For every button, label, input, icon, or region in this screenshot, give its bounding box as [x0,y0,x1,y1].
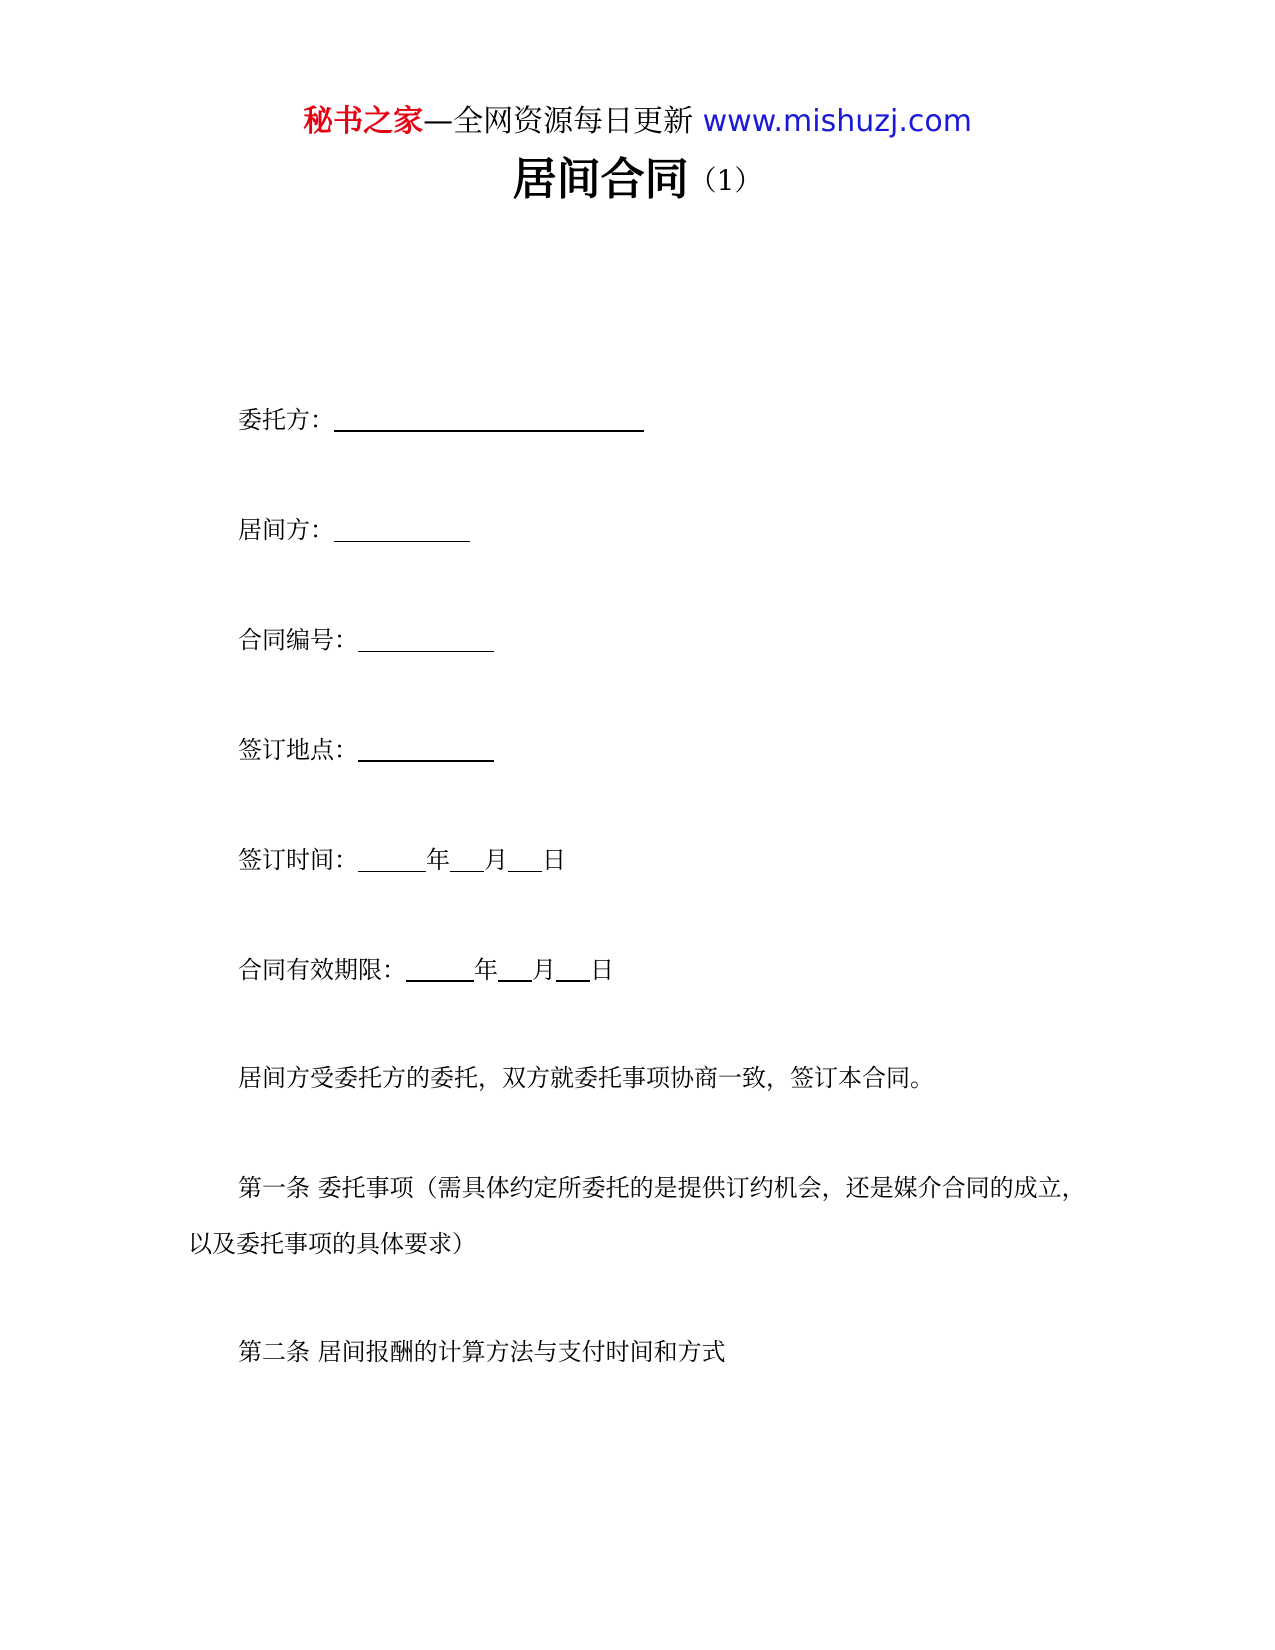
sign-time-field [238,844,566,876]
validity-month-blank[interactable] [498,956,532,982]
client-label: 委托方： [238,406,334,434]
sign-time-label: 签订时间： [238,846,358,874]
client-field [238,404,644,436]
contract-number-label: 合同编号： [238,626,358,654]
month-label: 月 [532,956,556,984]
day-label: 日 [590,956,614,984]
contract-number-blank[interactable] [358,627,494,652]
article-2-paragraph: 第二条 居间报酬的计算方法与支付时间和方式 [238,1338,726,1366]
broker-label: 居间方： [238,516,334,544]
article-1-paragraph: 第一条 委托事项（需具体约定所委托的是提供订约机会，还是媒介合同的成立，以及委托事项的具体要求） [188,1174,1086,1258]
validity-field [238,954,614,986]
title-suffix: （1） [688,164,763,197]
sign-year-blank[interactable] [358,847,426,872]
sign-place-label: 签订地点： [238,736,358,764]
intro-paragraph: 居间方受委托方的委托，双方就委托事项协商一致，签订本合同。 [238,1064,934,1092]
broker-blank[interactable] [334,517,470,542]
sign-day-blank[interactable] [508,847,542,872]
broker-field [238,514,470,546]
sign-place-blank[interactable] [358,736,494,762]
site-name: 秘书之家 [303,104,424,139]
sign-month-blank[interactable] [450,847,484,872]
validity-day-blank[interactable] [556,956,590,982]
year-label: 年 [474,956,498,984]
month-label: 月 [484,846,508,874]
document-title [0,152,1275,209]
site-url-link[interactable]: www.mishuzj.com [702,104,972,139]
year-label: 年 [426,846,450,874]
sign-place-field [238,734,494,766]
validity-year-blank[interactable] [406,956,474,982]
client-blank[interactable] [334,406,644,432]
header-banner [0,102,1275,142]
day-label: 日 [542,846,566,874]
title-main: 居间合同 [512,154,689,205]
contract-number-field [238,624,494,656]
banner-slogan: —全网资源每日更新 [423,104,694,139]
validity-label: 合同有效期限： [238,956,406,984]
